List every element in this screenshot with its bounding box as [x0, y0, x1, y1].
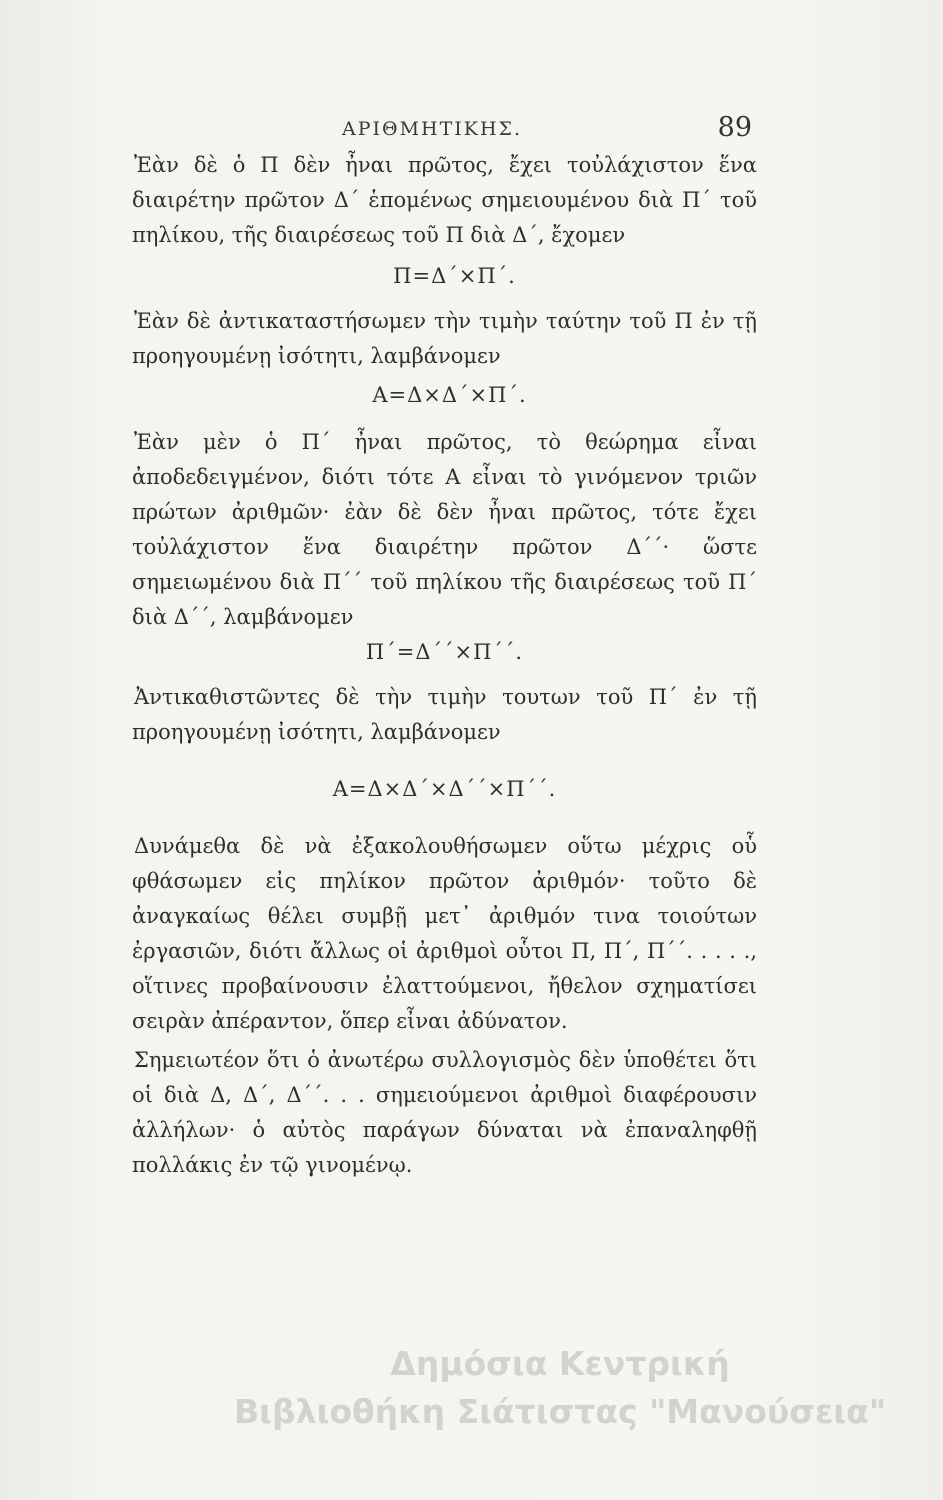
formula-3: Π΄=Δ΄΄×Π΄΄. — [365, 640, 524, 664]
formula-2: Α=Δ×Δ΄×Π΄. — [372, 383, 527, 407]
paragraph-6: Σημειωτέον ὅτι ὁ ἀνωτέρω συλλογισμὸς δὲν ὑποθέτει ὅτι οἱ διὰ Δ, Δ΄, Δ΄΄. . . σημειούμενοι ἀριθμοὶ διαφέρουσιν ἀλλήλων· ὁ αὐτὸς παράγων δύναται νὰ ἐπαναληφθῇ πολλάκις ἐν τῷ γινομένῳ. — [132, 1048, 757, 1177]
paragraph-3: Ἐὰν μὲν ὁ Π΄ ἦναι πρῶτος, τὸ θεώρημα εἶναι ἀποδεδειγμένον, διότι τότε Α εἶναι τὸ γινόμενον τριῶν πρώτων ἀριθμῶν· ἐὰν δὲ δὲν ἦναι πρῶτος, τότε ἔχει τοὐλάχιστον ἕνα διαιρέτην πρῶτον Δ΄΄· ὥστε σημειωμένου διὰ Π΄΄ τοῦ πηλίκου τῆς διαιρέσεως τοῦ Π΄ διὰ Δ΄΄, λαμβάνομεν — [132, 430, 757, 629]
library-watermark — [200, 1340, 920, 1436]
paragraph-5: Δυνάμεθα δὲ νὰ ἐξακολουθήσωμεν οὕτω μέχρις οὗ φθάσωμεν εἰς πηλίκον πρῶτον ἀριθμόν· τοῦτο δὲ ἀναγκαίως θέλει συμβῇ μετ᾿ ἀριθμόν τινα τοιούτων ἐργασιῶν, διότι ἄλλως οἱ ἀριθμοὶ οὗτοι Π, Π΄, Π΄΄. . . . ., οἵτινες προβαίνουσιν ἐλαττούμενοι, ἤθελον σχηματίσει σειρὰν ἀπέραντον, ὅπερ εἶναι ἀδύνατον. — [132, 834, 757, 1033]
paragraph-4: Ἀντικαθιστῶντες δὲ τὴν τιμὴν τουτων τοῦ Π΄ ἐν τῇ προηγουμένῃ ἰσότητι, λαμβάνομεν — [132, 685, 757, 744]
paragraph-1: Ἐὰν δὲ ὁ Π δὲν ἦναι πρῶτος, ἔχει τοὐλάχιστον ἕνα διαιρέτην πρῶτον Δ΄ ἑπομένως σημειουμένου διὰ Π΄ τοῦ πηλίκου, τῆς διαιρέσεως τοῦ Π διὰ Δ΄, ἔχομεν — [132, 153, 757, 247]
paragraph-2: Ἐὰν δὲ ἀντικαταστήσωμεν τὴν τιμὴν ταύτην τοῦ Π ἐν τῇ προηγουμένῃ ἰσότητι, λαμβάνομεν — [132, 309, 757, 368]
formula-4: Α=Δ×Δ΄×Δ΄΄×Π΄΄. — [332, 777, 557, 801]
watermark-line-2: Βιβλιοθήκη Σιάτιστας "Μανούσεια" — [233, 1392, 887, 1431]
page-body — [132, 148, 757, 1183]
watermark-line-1: Δημόσια Κεντρική — [390, 1344, 730, 1383]
page-number: 89 — [717, 112, 752, 143]
formula-1: Π=Δ΄×Π΄. — [393, 264, 516, 288]
page-header — [130, 112, 760, 148]
running-title: ΑΡΙΘΜΗΤΙΚΗΣ. — [342, 118, 523, 140]
